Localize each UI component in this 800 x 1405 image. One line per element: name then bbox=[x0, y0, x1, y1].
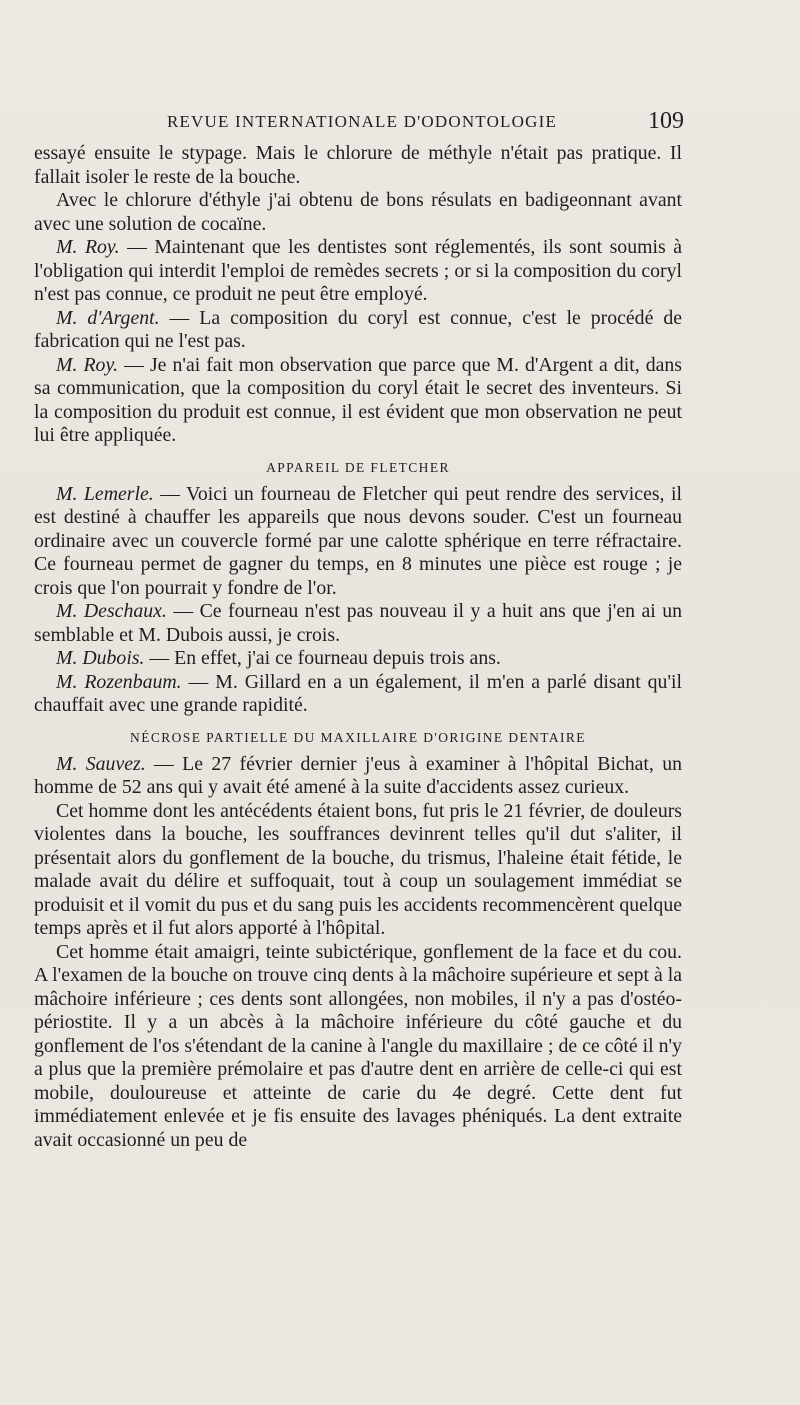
paragraph bbox=[34, 354, 682, 448]
paragraph-text: — Voici un fourneau de Fletcher qui peut rendre des services, il est destiné à chauffer les appareils que nous devons souder. C'est un fourneau ordinaire avec un couvercle formé par une calotte sphérique en terre réfractaire. Ce fourneau permet de gagner du temps, en 8 minutes une pièce est rouge ; je crois que l'on pourrait y fondre de l'or. bbox=[34, 482, 682, 599]
paragraph-text: — En effet, j'ai ce fourneau depuis trois ans. bbox=[144, 647, 501, 669]
speaker-name: M. Dubois. bbox=[56, 647, 145, 669]
speaker-name: M. Sauvez. bbox=[56, 752, 146, 775]
speaker-name: M. Rozenbaum. bbox=[56, 670, 182, 693]
paragraph-text: essayé ensuite le stypage. Mais le chlorure de méthyle n'était pas pratique. Il fallait isoler le reste de la bouche. bbox=[34, 142, 682, 188]
speaker-name: M. Lemerle. bbox=[56, 482, 154, 505]
speaker-name: M. d'Argent. bbox=[56, 306, 160, 329]
paragraph bbox=[34, 189, 682, 236]
paragraph-text: Avec le chlorure d'éthyle j'ai obtenu de bons résulats en badigeonnant avant avec une solution de cocaïne. bbox=[34, 189, 682, 235]
paragraph bbox=[34, 483, 682, 601]
paragraph bbox=[34, 236, 682, 307]
journal-title: REVUE INTERNATIONALE D'ODONTOLOGIE bbox=[166, 112, 558, 131]
paragraph bbox=[34, 753, 682, 800]
paragraph-text: Cet homme dont les antécédents étaient bons, fut pris le 21 février, de douleurs violentes dans la bouche, les souffrances devinrent telles qu'il dut s'aliter, il présentait alors du gonflement de la bouche, du trismus, l'haleine était fétide, le malade avait du délire et suffoquait, tout à coup un soulagement immédiat se produisit et il vomit du pus et du sang puis les accidents recommencèrent quelque temps après et il fut alors apporté à l'hôpital. bbox=[34, 799, 682, 939]
running-header bbox=[34, 108, 690, 136]
paragraph-text: Cet homme était amaigri, teinte subictérique, gonflement de la face et du cou. A l'examen de la bouche on trouve cinq dents à la mâchoire supérieure et sept à la mâchoire inférieure ; ces dents sont allongées, non mobiles, il n'y a pas d'ostéo-périostite. Il y a un abcès à la mâchoire inférieure du côté gauche et du gonflement de l'os s'étendant de la canine à l'angle du maxillaire ; de ce côté il n'y a plus que la première prémolaire et pas d'autre dent en arrière de celle-ci qui est mobile, douloureuse et atteinte de carie du 4e degré. Cette dent fut immédiatement enlevée et je fis ensuite des lavages phéniqués. La dent extraite avait occasionné un peu de bbox=[34, 940, 682, 1151]
paragraph-text: — Ce fourneau n'est pas nouveau il y a huit ans que j'en ai un semblable et M. Dubois aussi, je crois. bbox=[34, 600, 682, 646]
paragraph bbox=[34, 941, 682, 1153]
paragraph bbox=[34, 647, 682, 671]
article-body bbox=[34, 142, 682, 1152]
speaker-name: M. Roy. bbox=[56, 353, 119, 376]
paragraph bbox=[34, 800, 682, 941]
speaker-name: M. Deschaux. bbox=[56, 600, 167, 622]
paragraph bbox=[34, 671, 682, 718]
section-heading: APPAREIL DE FLETCHER bbox=[266, 459, 450, 475]
paragraph-text: — Je n'ai fait mon observation que parce que M. d'Argent a dit, dans sa communication, que la composition du coryl était le secret des inventeurs. Si la composition du produit est connue, il est évident que mon observation ne peut lui être appliquée. bbox=[34, 353, 682, 446]
paragraph-text: — M. Gillard en a un également, il m'en a parlé disant qu'il chauffait avec une grande rapidité. bbox=[34, 670, 682, 716]
page-number: 109 bbox=[648, 108, 684, 134]
paragraph bbox=[34, 307, 682, 354]
paragraph bbox=[34, 142, 682, 189]
speaker-name: M. Roy. bbox=[56, 236, 120, 258]
paragraph-text: — Maintenant que les dentistes sont réglementés, ils sont soumis à l'obligation qui interdit l'emploi de remèdes secrets ; or si la composition du coryl n'est pas connue, ce produit ne peut être employé. bbox=[34, 236, 682, 305]
paragraph-text: — La composition du coryl est connue, c'est le procédé de fabrication qui ne l'est pas. bbox=[34, 306, 682, 352]
section-heading: NÉCROSE PARTIELLE DU MAXILLAIRE D'ORIGINE DENTAIRE bbox=[130, 729, 586, 745]
paragraph-text: — Le 27 février dernier j'eus à examiner à l'hôpital Bichat, un homme de 52 ans qui y avait été amené à la suite d'accidents assez curieux. bbox=[34, 752, 682, 798]
paragraph bbox=[34, 600, 682, 647]
